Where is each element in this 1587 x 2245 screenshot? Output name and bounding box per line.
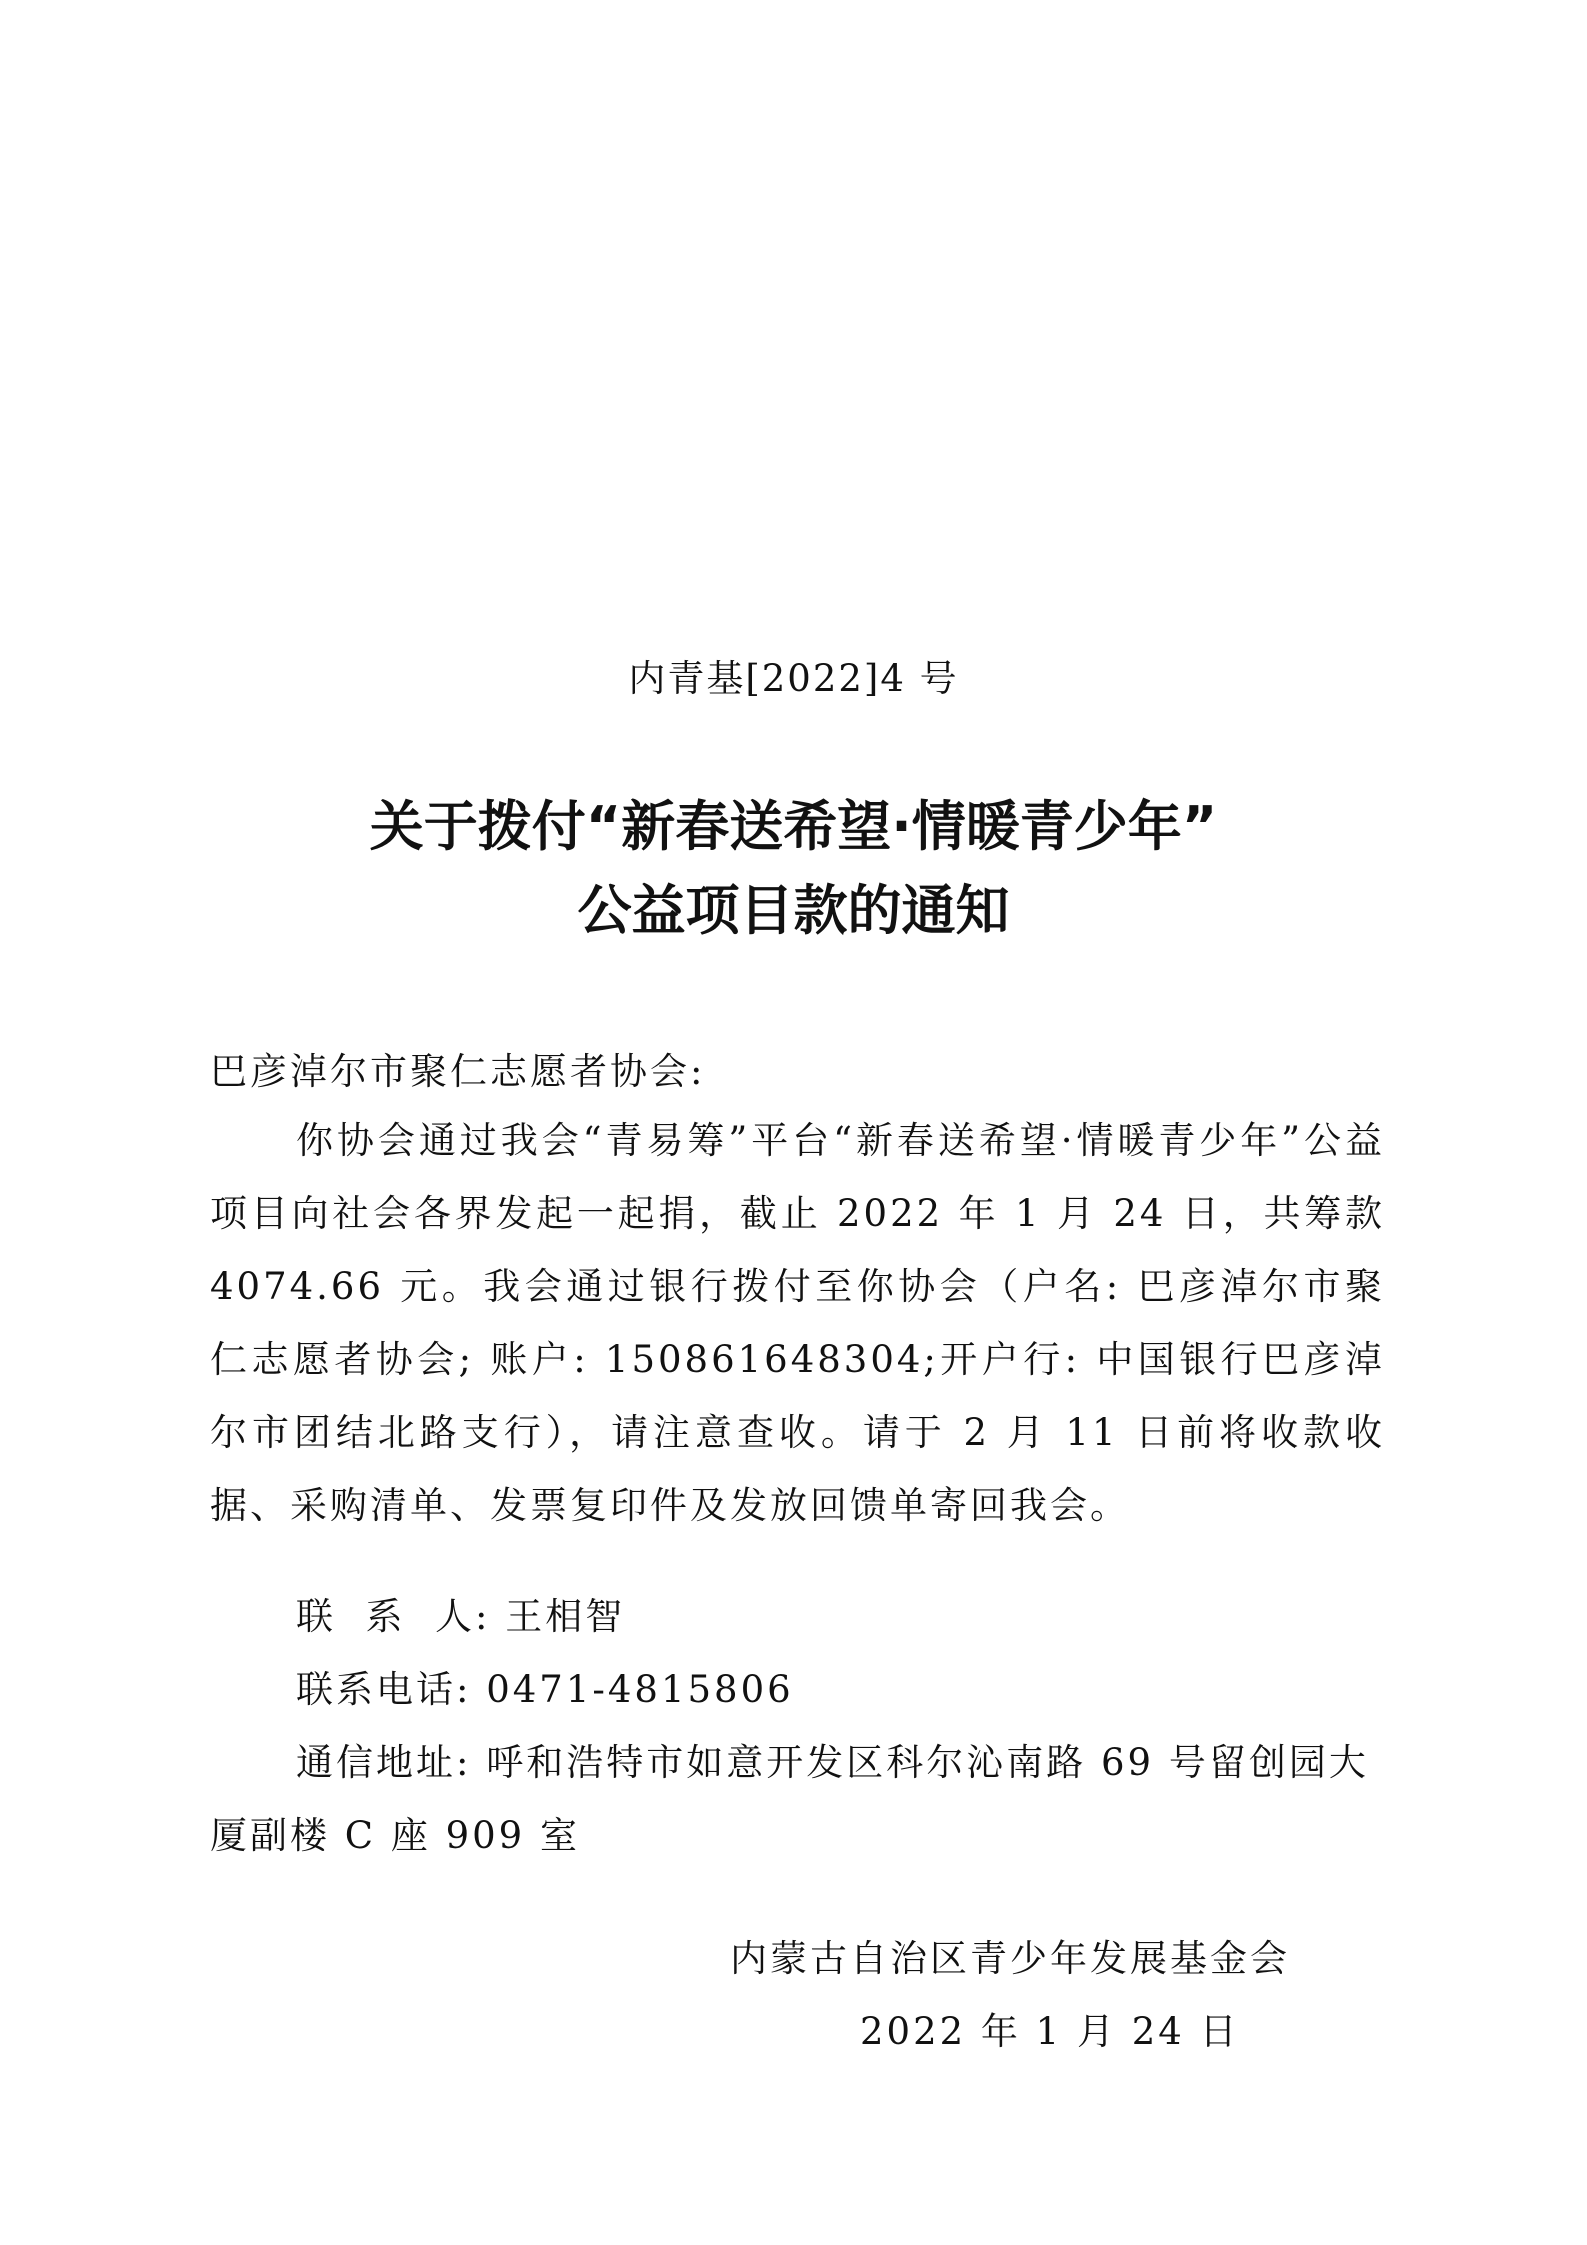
document-title [0,785,1587,953]
title-line-1: 关于拨付“新春送希望·情暖青少年” [369,795,1218,858]
title-line-2: 公益项目款的通知 [577,879,1010,942]
signature-date: 2022 年 1 月 24 日 [860,2010,1240,2053]
contact-person: 联 系 人: 王相智 [296,1595,626,1638]
contact-phone: 联系电话: 0471-4815806 [296,1668,794,1711]
salutation: 巴彦淖尔市聚仁志愿者协会: [210,1050,706,1093]
signature-organization: 内蒙古自治区青少年发展基金会 [730,1937,1290,1980]
contact-info [210,1580,1385,1872]
contact-address: 通信地址: 呼和浩特市如意开发区科尔沁南路 69 号留创园大厦副楼 C 座 909 室 [210,1741,1369,1857]
body-paragraph: 你协会通过我会“青易筹”平台“新春送希望·情暖青少年”公益项目向社会各界发起一起捐，截止 2022 年 1 月 24 日，共筹款 4074.66 元。我会通过银行拨付至你协会（户名: 巴彦淖尔市聚仁志愿者协会; 账户: 150861648304;开户行: 中国银行巴彦淖尔市团结北路支行），请注意查收。请于 2 月 11 日前将收款收据、采购清单、发票复印件及发放回馈单寄回我会。 [210,1119,1385,1527]
document-number: 内青基[2022]4 号 [628,657,959,700]
